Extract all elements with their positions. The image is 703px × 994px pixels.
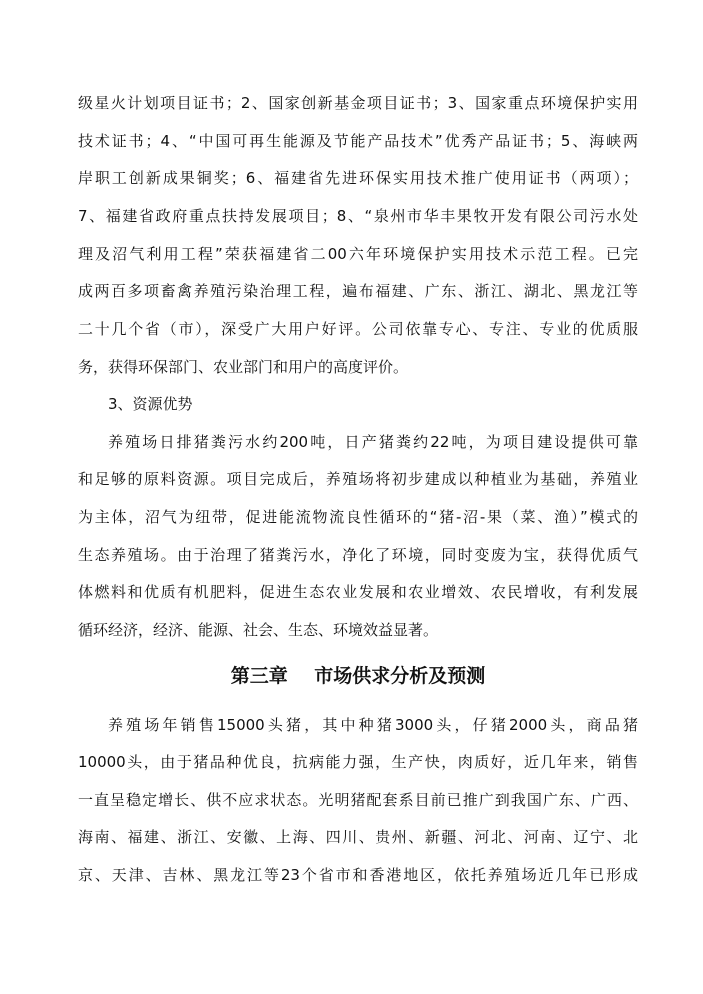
paragraph-line: 体燃料和优质有机肥料，促进生态农业发展和农业增效、农民增收，有利发展 [78, 583, 638, 601]
paragraph-line: 10000头，由于猪品种优良，抗病能力强，生产快，肉质好，近几年来，销售 [78, 753, 638, 771]
paragraph-line: 为主体，沼气为纽带，促进能流物流良性循环的“猪-沼-果（菜、渔）”模式的 [78, 508, 638, 526]
paragraph-line: 生态养殖场。由于治理了猪粪污水，净化了环境，同时变废为宝，获得优质气 [78, 546, 638, 564]
paragraph-line: 和足够的原料资源。项目完成后，养殖场将初步建成以种植业为基础，养殖业 [78, 470, 638, 488]
paragraph-line: 海南、福建、浙江、安徽、上海、四川、贵州、新疆、河北、河南、辽宁、北 [78, 828, 638, 846]
paragraph-line: 理及沼气利用工程”荣获福建省二00六年环境保护实用技术示范工程。已完 [78, 245, 638, 263]
paragraph-line: 二十几个省（市），深受广大用户好评。公司依靠专心、专注、专业的优质服 [78, 320, 638, 338]
paragraph-line: 养殖场年销售15000头猪，其中种猪3000头，仔猪2000头，商品猪 [108, 716, 638, 734]
paragraph-line: 循环经济，经济、能源、社会、生态、环境效益显著。 [78, 621, 439, 639]
paragraph-line: 成两百多项畜禽养殖污染治理工程，遍布福建、广东、浙江、湖北、黑龙江等 [78, 282, 638, 300]
paragraph-line: 级星火计划项目证书；2、国家创新基金项目证书；3、国家重点环境保护实用 [78, 94, 638, 112]
paragraph-line: 岸职工创新成果铜奖；6、福建省先进环保实用技术推广使用证书（两项）； [78, 169, 638, 187]
chapter-title: 第三章 市场供求分析及预测 [230, 665, 486, 687]
section-subheading: 3、资源优势 [108, 395, 193, 413]
paragraph-line: 技术证书；4、“中国可再生能源及节能产品技术”优秀产品证书；5、海峡两 [78, 132, 638, 150]
paragraph-line: 7、福建省政府重点扶持发展项目；8、“泉州市华丰果牧开发有限公司污水处 [78, 207, 638, 225]
paragraph-line: 养殖场日排猪粪污水约200吨，日产猪粪约22吨，为项目建设提供可靠 [108, 433, 638, 451]
paragraph-line: 京、天津、吉林、黑龙江等23个省市和香港地区，依托养殖场近几年已形成 [78, 866, 638, 884]
paragraph-line: 一直呈稳定增长、供不应求状态。光明猪配套系目前已推广到我国广东、广西、 [78, 791, 638, 809]
paragraph-line: 务，获得环保部门、农业部门和用户的高度评价。 [78, 358, 409, 376]
